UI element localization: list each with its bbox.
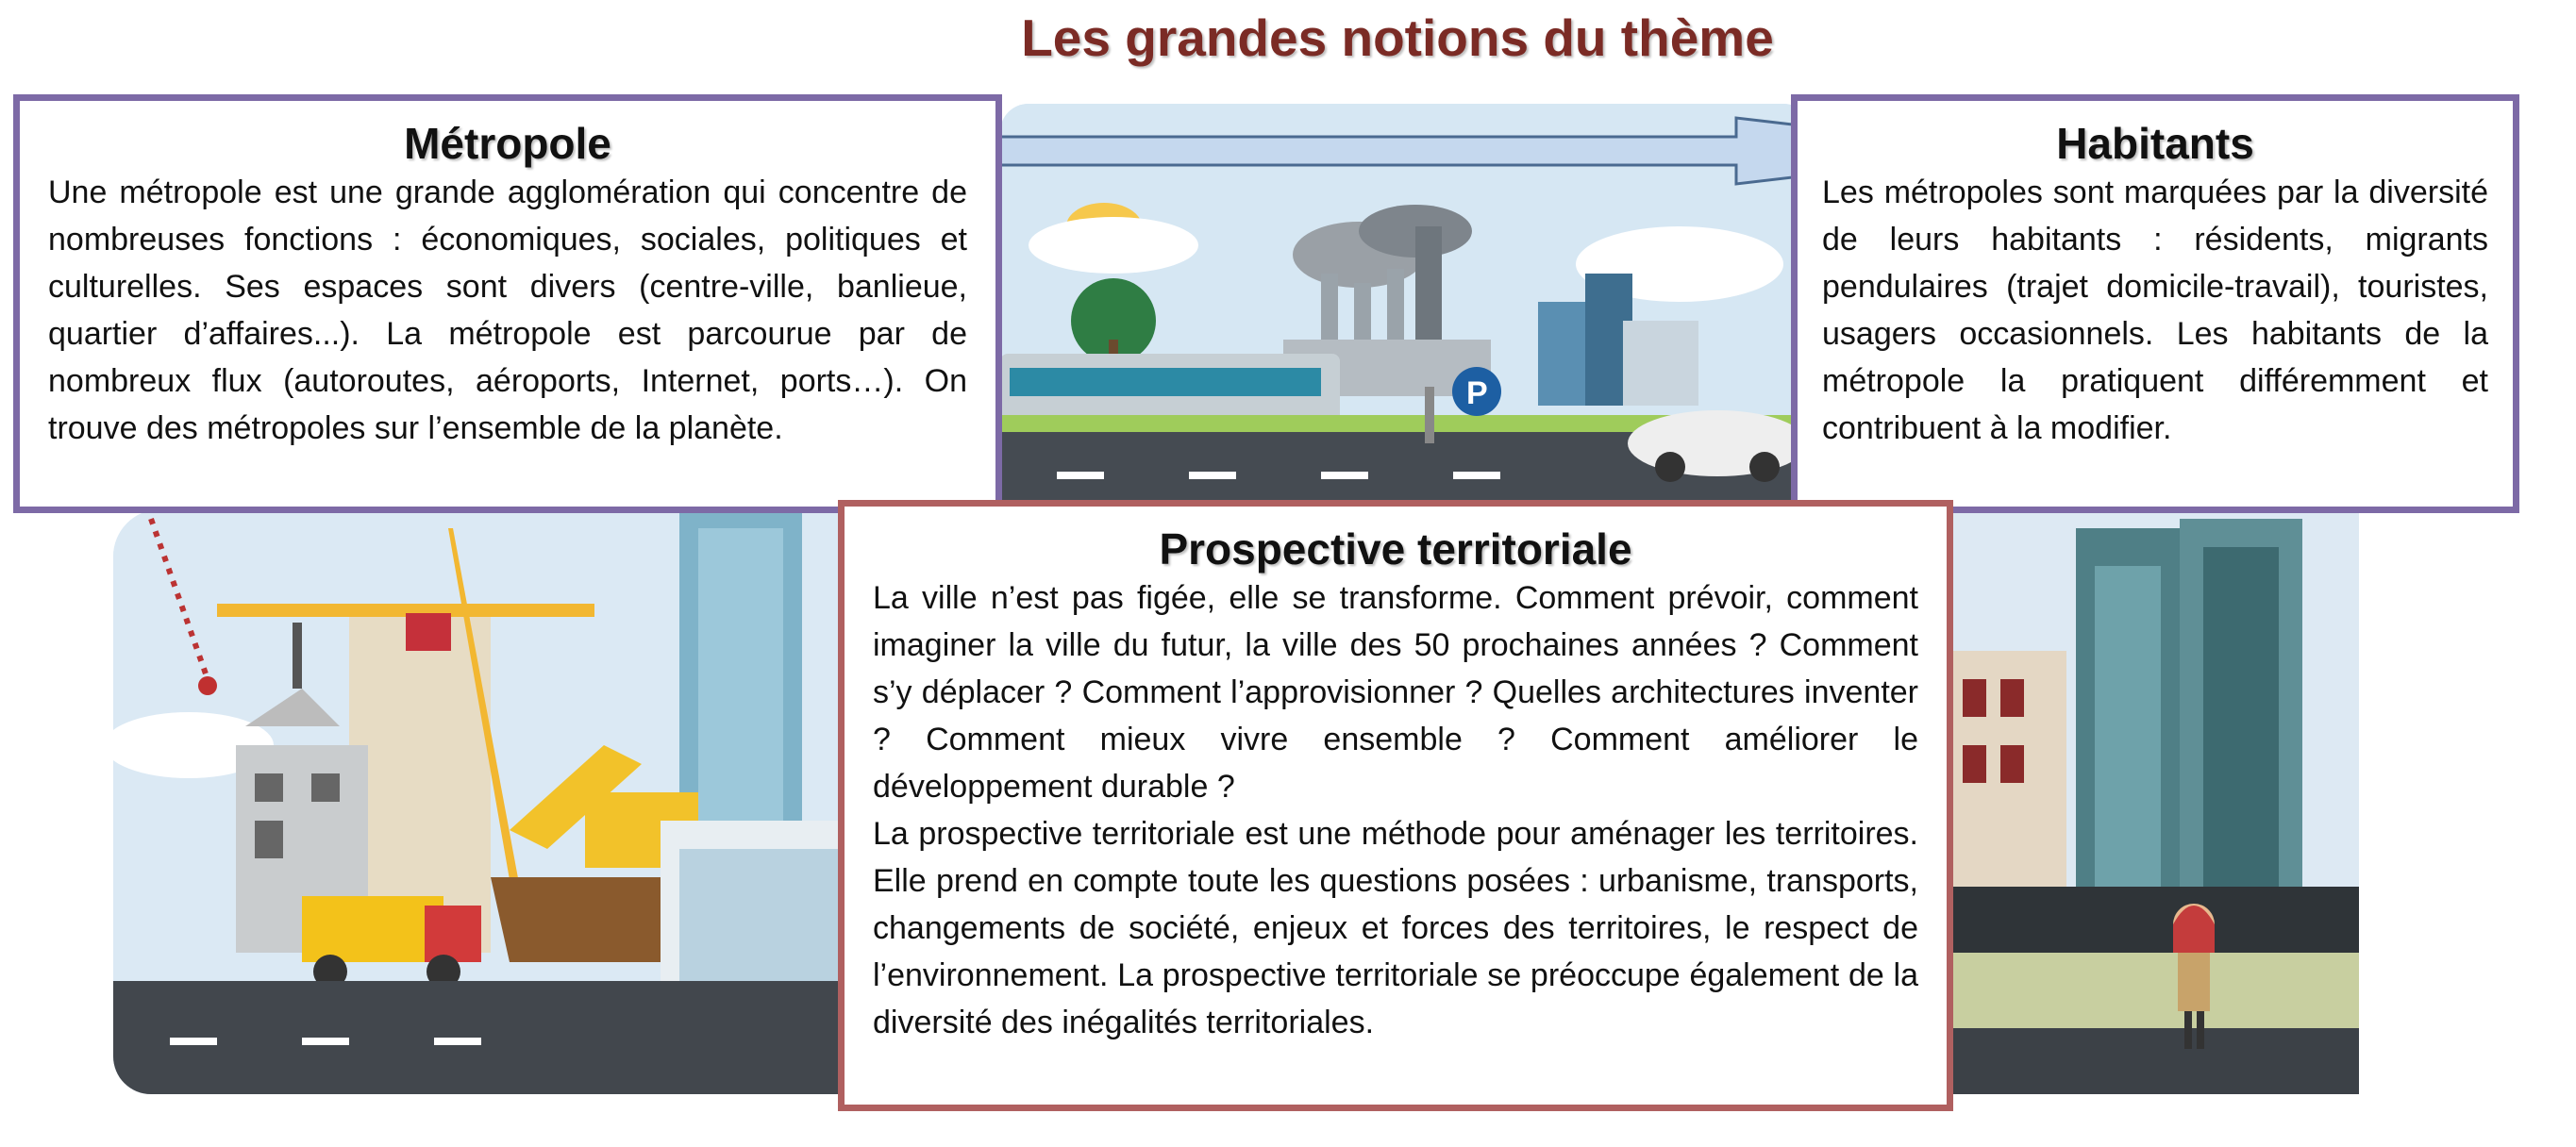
metropole-box — [13, 94, 1002, 513]
habitants-box — [1791, 94, 2519, 513]
habitants-heading: Habitants — [2056, 119, 2254, 168]
prospective-paragraph-1: La ville n’est pas figée, elle se transforme. Comment prévoir, comment imaginer la ville du futur, la ville des 50 prochaines années ? Comment s’y déplacer ? Comment l’approvisionner ? Quelles architectures inventer ? Comment mieux vivre ensemble ? Comment améliorer le développement durable ? — [873, 580, 1918, 805]
metropole-text: Une métropole est une grande agglomération qui concentre de nombreuses fonctions : économiques, sociales, politiques et culturelles. Ses espaces sont divers (centre-ville, banlieue, quartier d’affaires...). La métropole est parcourue par de nombreux flux (autoroutes, aéroports, Internet, ports…). On trouve des métropoles sur l’ensemble de la planète. — [48, 175, 967, 446]
page-title: Les grandes notions du thème — [1021, 8, 1774, 67]
metropole-heading: Métropole — [404, 119, 611, 168]
parking-sign-label: P — [1466, 375, 1488, 411]
prospective-box — [838, 500, 1953, 1111]
residential-street-illustration — [1944, 509, 2359, 1094]
habitants-text: Les métropoles sont marquées par la diversité de leurs habitants : résidents, migrants pendulaires (trajet domicile-travail), touristes, usagers occasionnels. Les habitants de la métropole la pratiquent différemment et contribuent à la modifier. — [1822, 175, 2488, 446]
prospective-heading: Prospective territoriale — [1159, 524, 1632, 574]
construction-site-illustration — [113, 509, 859, 1094]
prospective-paragraph-2: La prospective territoriale est une méthode pour aménager les territoires. Elle prend en compte toute les questions posées : urbanisme, transports, changements de société, enjeux et forces des territoires, le respect de l’environnement. La prospective territoriale se préoccupe également de la diversité des inégalités territoriales. — [873, 816, 1918, 1040]
